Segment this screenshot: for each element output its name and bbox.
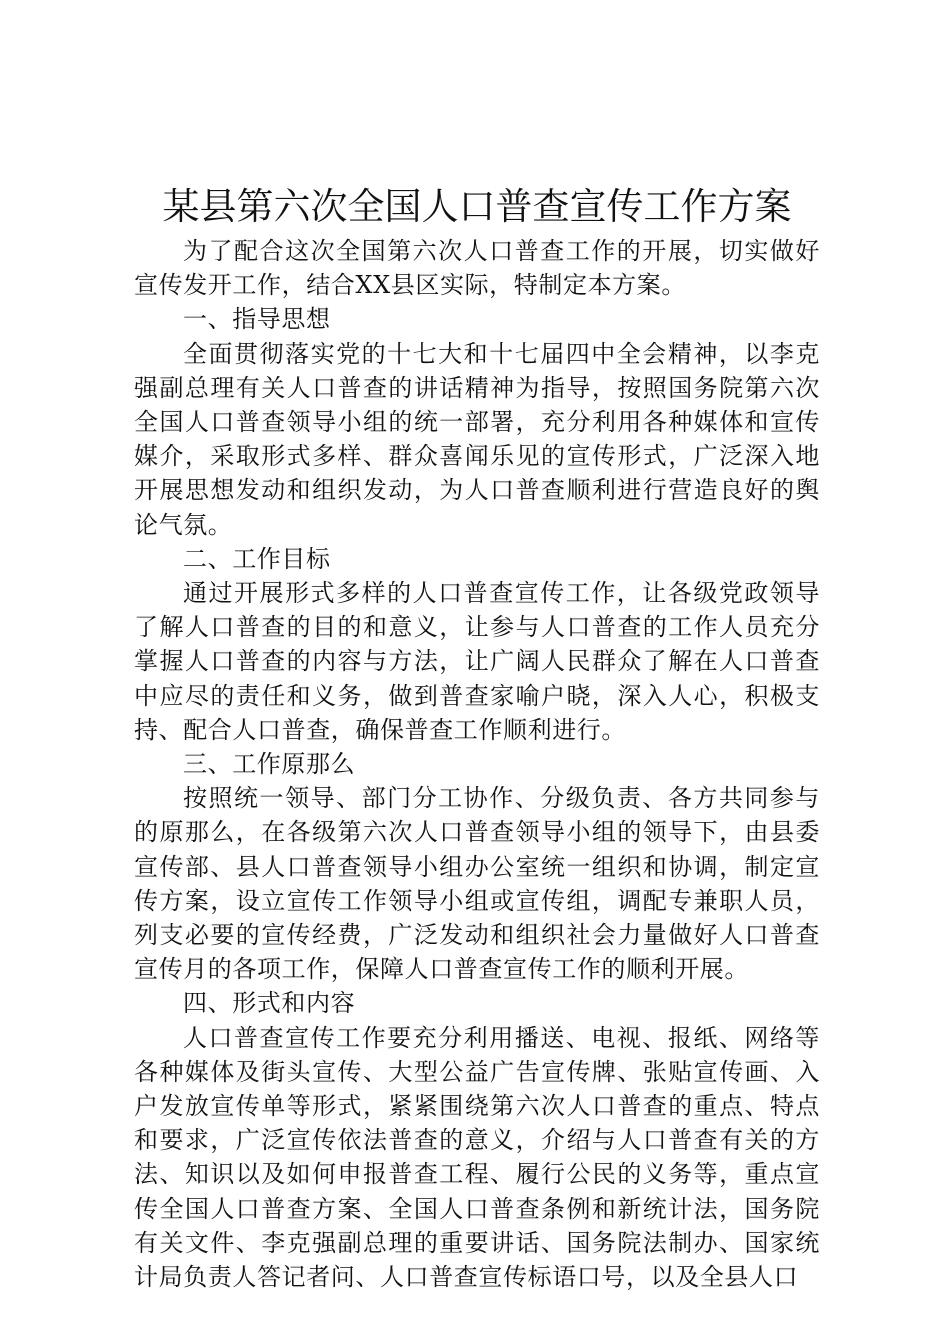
document-title: 某县第六次全国人口普查宣传工作方案 bbox=[162, 185, 792, 228]
document-page bbox=[134, 182, 820, 1294]
section-body-work-principles: 按照统一领导、部门分工协作、分级负责、各方共同参与的原那么，在各级第六次人口普查领导小组的领导下，由县委宣传部、县人口普查领导小组办公室统一组织和协调，制定宣传方案，设立宣传工作领导小组或宣传组，调配专兼职人员，列支必要的宣传经费，广泛发动和组织社会力量做好人口普查宣传月的各项工作，保障人口普查宣传工作的顺利开展。 bbox=[134, 784, 820, 984]
section-heading-guiding-ideology: 一、指导思想 bbox=[183, 305, 331, 334]
section-body-form-and-content: 人口普查宣传工作要充分利用播送、电视、报纸、网络等各种媒体及街头宣传、大型公益广告宣传牌、张贴宣传画、入户发放宣传单等形式，紧紧围绕第六次人口普查的重点、特点和要求，广泛宣传依法普查的意义，介绍与人口普查有关的方法、知识以及如何申报普查工程、履行公民的义务等，重点宣传全国人口普查方案、全国人口普查条例和新统计法，国务院有关文件、李克强副总理的重要讲话、国务院法制办、国家统计局负责人答记者问、人口普查宣传标语口号，以及全县人口 bbox=[134, 1023, 820, 1292]
section-heading-work-goals: 二、工作目标 bbox=[183, 544, 331, 573]
intro-paragraph: 为了配合这次全国第六次人口普查工作的开展，切实做好宣传发开工作，结合XX县区实际，特制定本方案。 bbox=[134, 237, 820, 300]
section-body-work-goals: 通过开展形式多样的人口普查宣传工作，让各级党政领导了解人口普查的目的和意义，让参与人口普查的工作人员充分掌握人口普查的内容与方法，让广阔人民群众了解在人口普查中应尽的责任和义务，做到普查家喻户晓，深入人心，积极支持、配合人口普查，确保普查工作顺利进行。 bbox=[134, 579, 820, 744]
section-heading-work-principles: 三、工作原那么 bbox=[183, 750, 356, 779]
section-body-guiding-ideology: 全面贯彻落实党的十七大和十七届四中全会精神，以李克强副总理有关人口普查的讲话精神为指导，按照国务院第六次全国人口普查领导小组的统一部署，充分利用各种媒体和宣传媒介，采取形式多样、群众喜闻乐见的宣传形式，广泛深入地开展思想发动和组织发动，为人口普查顺利进行营造良好的舆论气氛。 bbox=[134, 339, 820, 539]
section-heading-form-and-content: 四、形式和内容 bbox=[183, 989, 356, 1018]
